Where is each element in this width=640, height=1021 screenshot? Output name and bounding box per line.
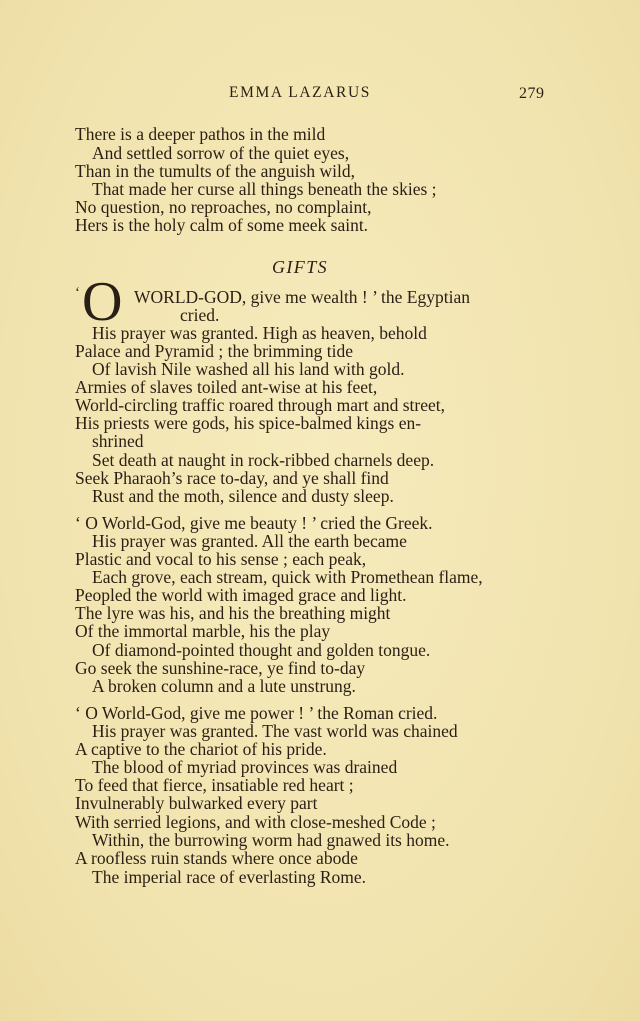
verse-line: A captive to the chariot of his pride.	[75, 739, 327, 759]
verse-line: Rust and the moth, silence and dusty sleep.	[92, 486, 394, 506]
opening-quote: ‘	[75, 285, 80, 301]
verse-line: A roofless ruin stands where once abode	[75, 848, 358, 868]
page-number: 279	[519, 85, 545, 102]
verse-line: ‘ O World-God, give me power ! ’ the Roman cried.	[75, 703, 438, 723]
verse-line: Peopled the world with imaged grace and light.	[75, 585, 407, 605]
verse-line: Armies of slaves toiled ant-wise at his feet,	[75, 377, 378, 397]
running-title: EMMA LAZARUS	[229, 84, 371, 101]
poem-title: GIFTS	[272, 257, 328, 277]
verse-line: The blood of myriad provinces was drained	[92, 757, 398, 777]
verse-line: Of lavish Nile washed all his land with gold.	[92, 359, 405, 379]
drop-cap: O	[82, 271, 123, 333]
verse-line: His priests were gods, his spice-balmed kings en-	[75, 413, 422, 433]
verse-line: No question, no reproaches, no complaint,	[75, 197, 372, 217]
verse-line: World-circling traffic roared through mart and street,	[75, 395, 445, 415]
verse-line: shrined	[92, 431, 144, 451]
verse-line: The imperial race of everlasting Rome.	[92, 867, 367, 887]
verse-line: Seek Pharaoh’s race to-day, and ye shall find	[75, 468, 389, 488]
verse-line: Invulnerably bulwarked every part	[75, 793, 318, 813]
verse-line: Within, the burrowing worm had gnawed its home.	[92, 830, 450, 850]
verse-line: His prayer was granted. High as heaven, behold	[92, 323, 427, 343]
verse-line: Each grove, each stream, quick with Promethean flame,	[92, 567, 483, 587]
verse-line: cried.	[180, 305, 220, 325]
verse-line: Than in the tumults of the anguish wild,	[75, 161, 355, 181]
verse-line: Of diamond-pointed thought and golden tongue.	[92, 640, 431, 660]
verse-line: And settled sorrow of the quiet eyes,	[92, 143, 350, 163]
verse-line: Plastic and vocal to his sense ; each peak,	[75, 549, 367, 569]
verse-line: Hers is the holy calm of some meek saint.	[75, 215, 369, 235]
verse-line: Go seek the sunshine-race, ye find to-day	[75, 658, 366, 678]
verse-line: To feed that fierce, insatiable red heart ;	[75, 775, 354, 795]
verse-line: His prayer was granted. The vast world was chained	[92, 721, 458, 741]
verse-line: WORLD-GOD, give me wealth ! ’ the Egyptian	[134, 287, 470, 307]
verse-line: The lyre was his, and his the breathing might	[75, 603, 391, 623]
verse-line: ‘ O World-God, give me beauty ! ’ cried the Greek.	[75, 513, 433, 533]
verse-line: Palace and Pyramid ; the brimming tide	[75, 341, 353, 361]
verse-line: There is a deeper pathos in the mild	[75, 124, 326, 144]
verse-line: His prayer was granted. All the earth became	[92, 531, 407, 551]
verse-line: Set death at naught in rock-ribbed charnels deep.	[92, 450, 435, 470]
verse-line: That made her curse all things beneath the skies ;	[92, 179, 437, 199]
verse-line: With serried legions, and with close-meshed Code ;	[75, 812, 436, 832]
verse-line: A broken column and a lute unstrung.	[92, 676, 356, 696]
verse-line: Of the immortal marble, his the play	[75, 621, 331, 641]
